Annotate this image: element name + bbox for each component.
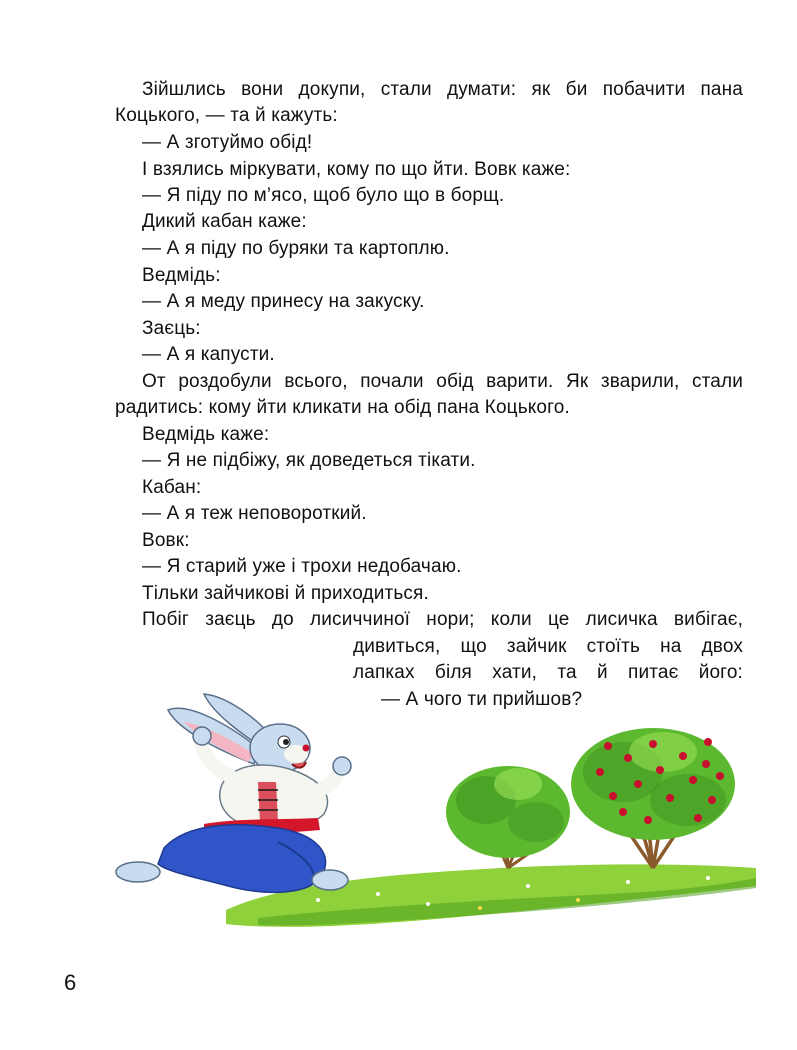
story-line: — А я теж неповороткий.	[142, 503, 367, 524]
page-number: 6	[64, 970, 77, 995]
story-line: — А я капусти.	[142, 344, 275, 365]
story-line: Коцького, — та й кажуть:	[115, 105, 338, 126]
story-line: — А чого ти прийшов?	[381, 689, 583, 710]
story-line: Кабан:	[142, 477, 202, 498]
story-line: — Я старий уже і трохи недобачаю.	[142, 556, 462, 577]
story-line: дивиться, що зайчик стоїть на двох	[353, 636, 743, 657]
story-line: І взялись міркувати, кому по що йти. Вовк каже:	[142, 159, 571, 180]
story-line: Побіг заєць до лисиччиної нори; коли це лисичка вибігає,	[142, 609, 743, 630]
story-line: Тільки зайчикові й приходиться.	[142, 583, 429, 604]
story-line: Ведмідь каже:	[142, 424, 270, 445]
hare	[116, 694, 351, 892]
story-line: — А я піду по буряки та картоплю.	[142, 238, 450, 259]
story-line: Вовк:	[142, 530, 190, 551]
story-line: — А зготуймо обід!	[142, 132, 313, 153]
story-line: радитись: кому йти кликати на обід пана Коцького.	[115, 397, 570, 418]
story-line: лапках біля хати, та й питає його:	[353, 662, 743, 683]
hare-and-bushes-illustration	[108, 672, 758, 944]
story-line: — Я не підбіжу, як доведеться тікати.	[142, 450, 476, 471]
story-line: Ведмідь:	[142, 265, 221, 286]
story-line: Дикий кабан каже:	[142, 211, 307, 232]
story-line: Заєць:	[142, 318, 201, 339]
story-line: От роздобули всього, почали обід варити. Як зварили, стали	[142, 371, 743, 392]
left-bush	[446, 766, 570, 868]
story-line: — Я піду по м’ясо, щоб було що в борщ.	[142, 185, 505, 206]
berry-bush	[571, 728, 735, 868]
story-line: — А я меду принесу на закуску.	[142, 291, 425, 312]
story-line: Зійшлись вони докупи, стали думати: як би побачити пана	[142, 79, 743, 100]
